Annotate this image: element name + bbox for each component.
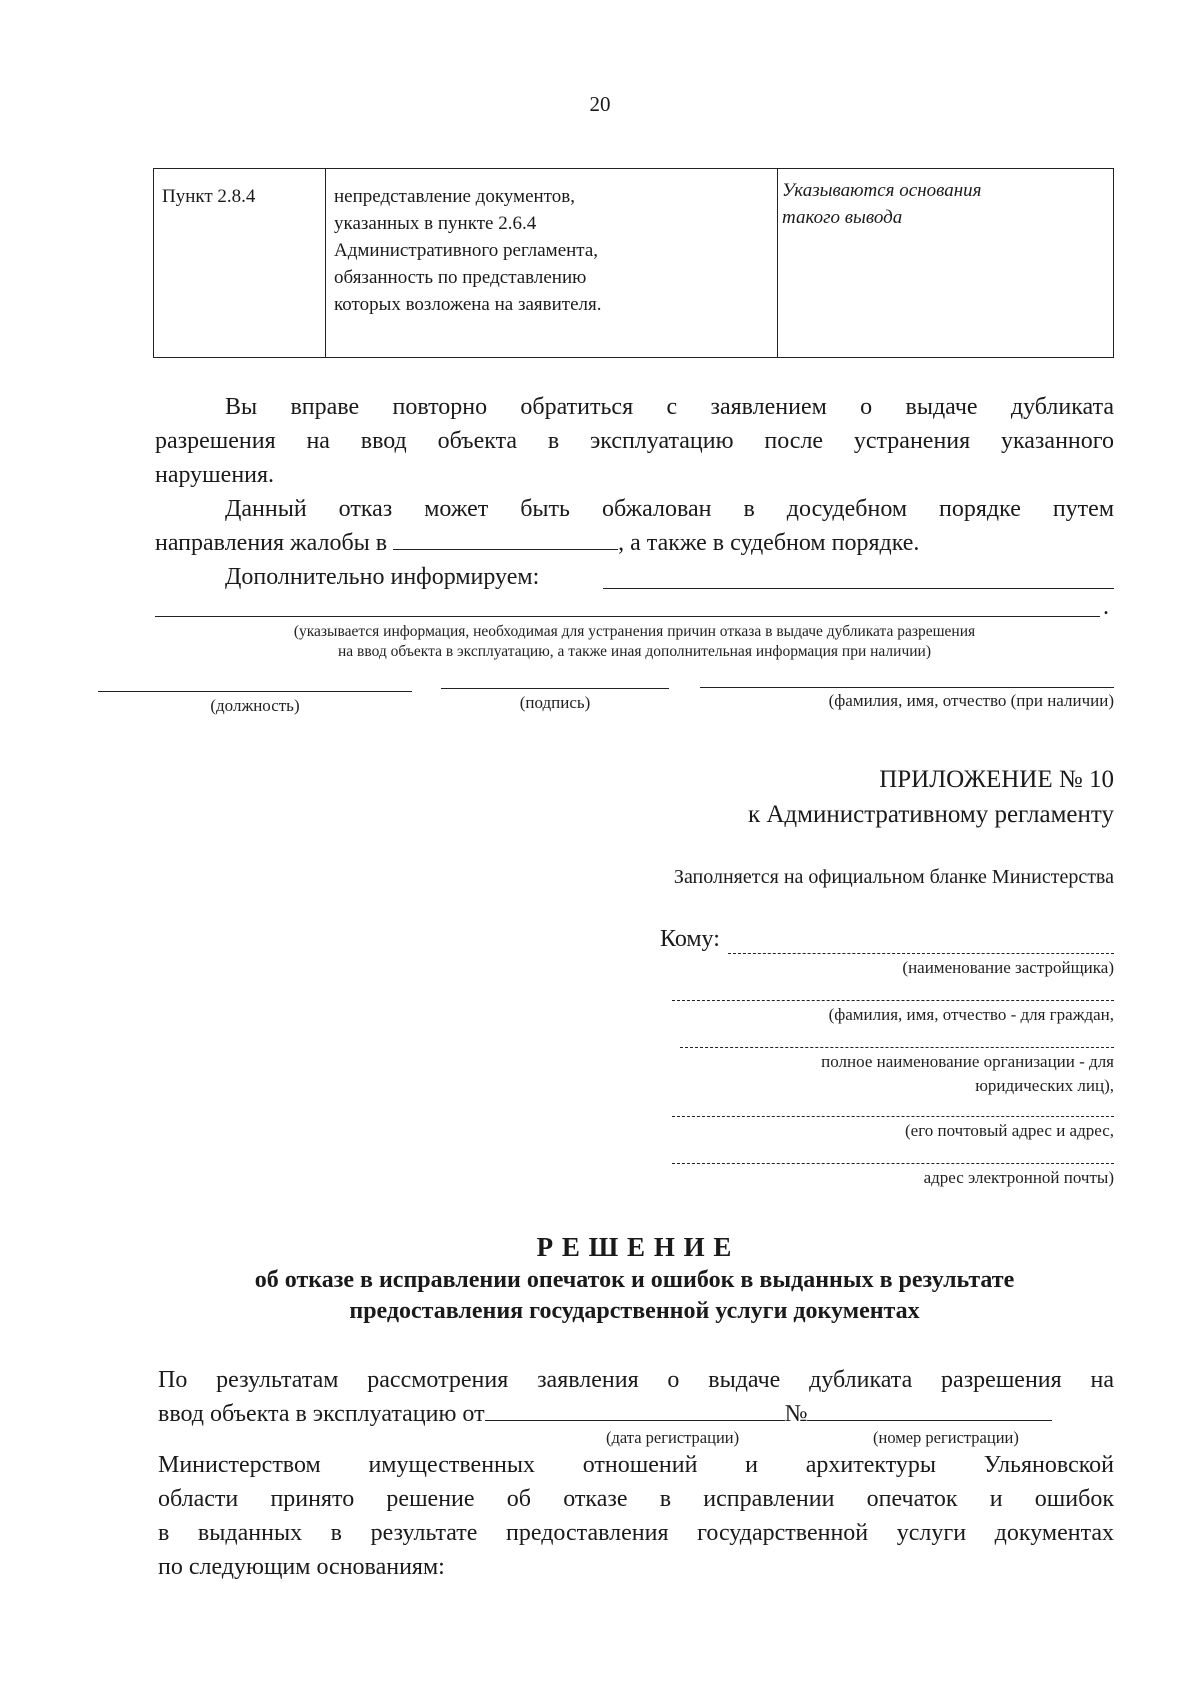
org-name-caption-line-2: юридических лиц), — [975, 1076, 1114, 1095]
decision-subtitle-line-1: об отказе в исправлении опечаток и ошибок в выданных в результате — [254, 1267, 1015, 1293]
decision-subtitle-line-2: предоставления государственной услуги документах — [349, 1298, 920, 1324]
position-caption: (должность) — [210, 696, 300, 715]
additional-info-field-line-1[interactable] — [603, 588, 1114, 589]
additional-info-caption-line-2: на ввод объекта в эксплуатацию, а также иная дополнительная информация при наличии) — [338, 643, 931, 660]
citizen-name-caption: (фамилия, имя, отчество - для граждан, — [828, 1005, 1114, 1024]
notice-paragraph-3 — [225, 560, 539, 595]
registration-number-caption: (номер регистрации) — [873, 1428, 1019, 1447]
appeal-authority-field[interactable] — [393, 527, 618, 550]
additional-info-field-line-2[interactable] — [155, 616, 1100, 617]
notice-paragraph-2-line-1: Данный отказ может быть обжалован в досудебном порядке путем — [225, 496, 1114, 522]
table-cell-explanation — [778, 169, 1113, 357]
page-number: 20 — [589, 92, 611, 116]
signature-caption: (подпись) — [519, 693, 591, 712]
explanation-line: такого вывода — [782, 207, 903, 228]
reason-line: которых возложена на заявителя. — [334, 294, 602, 315]
registration-date-field[interactable] — [485, 1398, 785, 1421]
decision-line-3: Министерством имущественных отношений и архитектуры Ульяновской — [158, 1452, 1114, 1478]
appendix-title: ПРИЛОЖЕНИЕ № 10 — [879, 766, 1114, 793]
point-text: Пункт 2.8.4 — [162, 186, 256, 207]
developer-name-field[interactable] — [728, 953, 1114, 954]
notice-paragraph-1-line-2: разрешения на ввод объекта в эксплуатацию после устранения указанного — [155, 428, 1114, 454]
table-cell-point — [154, 169, 326, 357]
decision-line-5: в выданных в результате предоставления государственной услуги документах — [158, 1520, 1114, 1546]
decision-line-2 — [158, 1397, 1052, 1432]
decision-title: Р Е Ш Е Н И Е — [536, 1232, 733, 1262]
notice-paragraph-1-line-1: Вы вправе повторно обратиться с заявлением о выдаче дубликата — [225, 394, 1114, 420]
citizen-name-field[interactable] — [672, 1000, 1114, 1001]
appendix-note: Заполняется на официальном бланке Министерства — [673, 866, 1114, 888]
grounds-table — [153, 168, 1114, 358]
table-cell-reason — [326, 169, 778, 357]
appendix-subtitle: к Административному регламенту — [747, 801, 1114, 828]
decision-line-1: По результатам рассмотрения заявления о выдаче дубликата разрешения на — [158, 1367, 1114, 1393]
additional-info-label: Дополнительно информируем: — [225, 564, 540, 590]
developer-name-caption: (наименование застройщика) — [902, 958, 1114, 977]
full-name-caption: (фамилия, имя, отчество (при наличии) — [828, 691, 1114, 710]
notice-paragraph-2-line-2 — [155, 526, 919, 561]
signature-field[interactable] — [441, 688, 669, 689]
org-name-field[interactable] — [680, 1047, 1114, 1048]
full-name-field[interactable] — [700, 687, 1114, 688]
to-label: Кому: — [660, 926, 720, 952]
email-address-caption: адрес электронной почты) — [923, 1168, 1114, 1187]
decision-line-2-text: ввод объекта в эксплуатацию от — [158, 1401, 485, 1427]
registration-date-caption: (дата регистрации) — [606, 1428, 740, 1447]
reason-line: обязанность по представлению — [334, 267, 587, 288]
explanation-line: Указываются основания — [782, 180, 982, 201]
notice-paragraph-1-line-3: нарушения. — [155, 462, 275, 488]
postal-address-field[interactable] — [672, 1116, 1114, 1117]
postal-address-caption: (его почтовый адрес и адрес, — [905, 1121, 1114, 1140]
decision-line-6: по следующим основаниям: — [158, 1554, 445, 1580]
appeal-text-start: направления жалобы в — [155, 530, 388, 556]
appeal-text-end: , а также в судебном порядке. — [618, 530, 920, 556]
reason-line: Административного регламента, — [334, 240, 599, 261]
reason-line: указанных в пункте 2.6.4 — [334, 213, 537, 234]
registration-number-field[interactable] — [807, 1398, 1052, 1421]
number-sign: № — [784, 1401, 808, 1427]
email-address-field[interactable] — [672, 1163, 1114, 1164]
org-name-caption-line-1: полное наименование организации - для — [821, 1052, 1114, 1071]
position-field[interactable] — [98, 691, 412, 692]
decision-line-4: области принято решение об отказе в исправлении опечаток и ошибок — [158, 1486, 1114, 1512]
reason-line: непредставление документов, — [334, 186, 575, 207]
additional-info-caption-line-1: (указывается информация, необходимая для устранения причин отказа в выдаче дубликата разрешения — [293, 623, 976, 640]
